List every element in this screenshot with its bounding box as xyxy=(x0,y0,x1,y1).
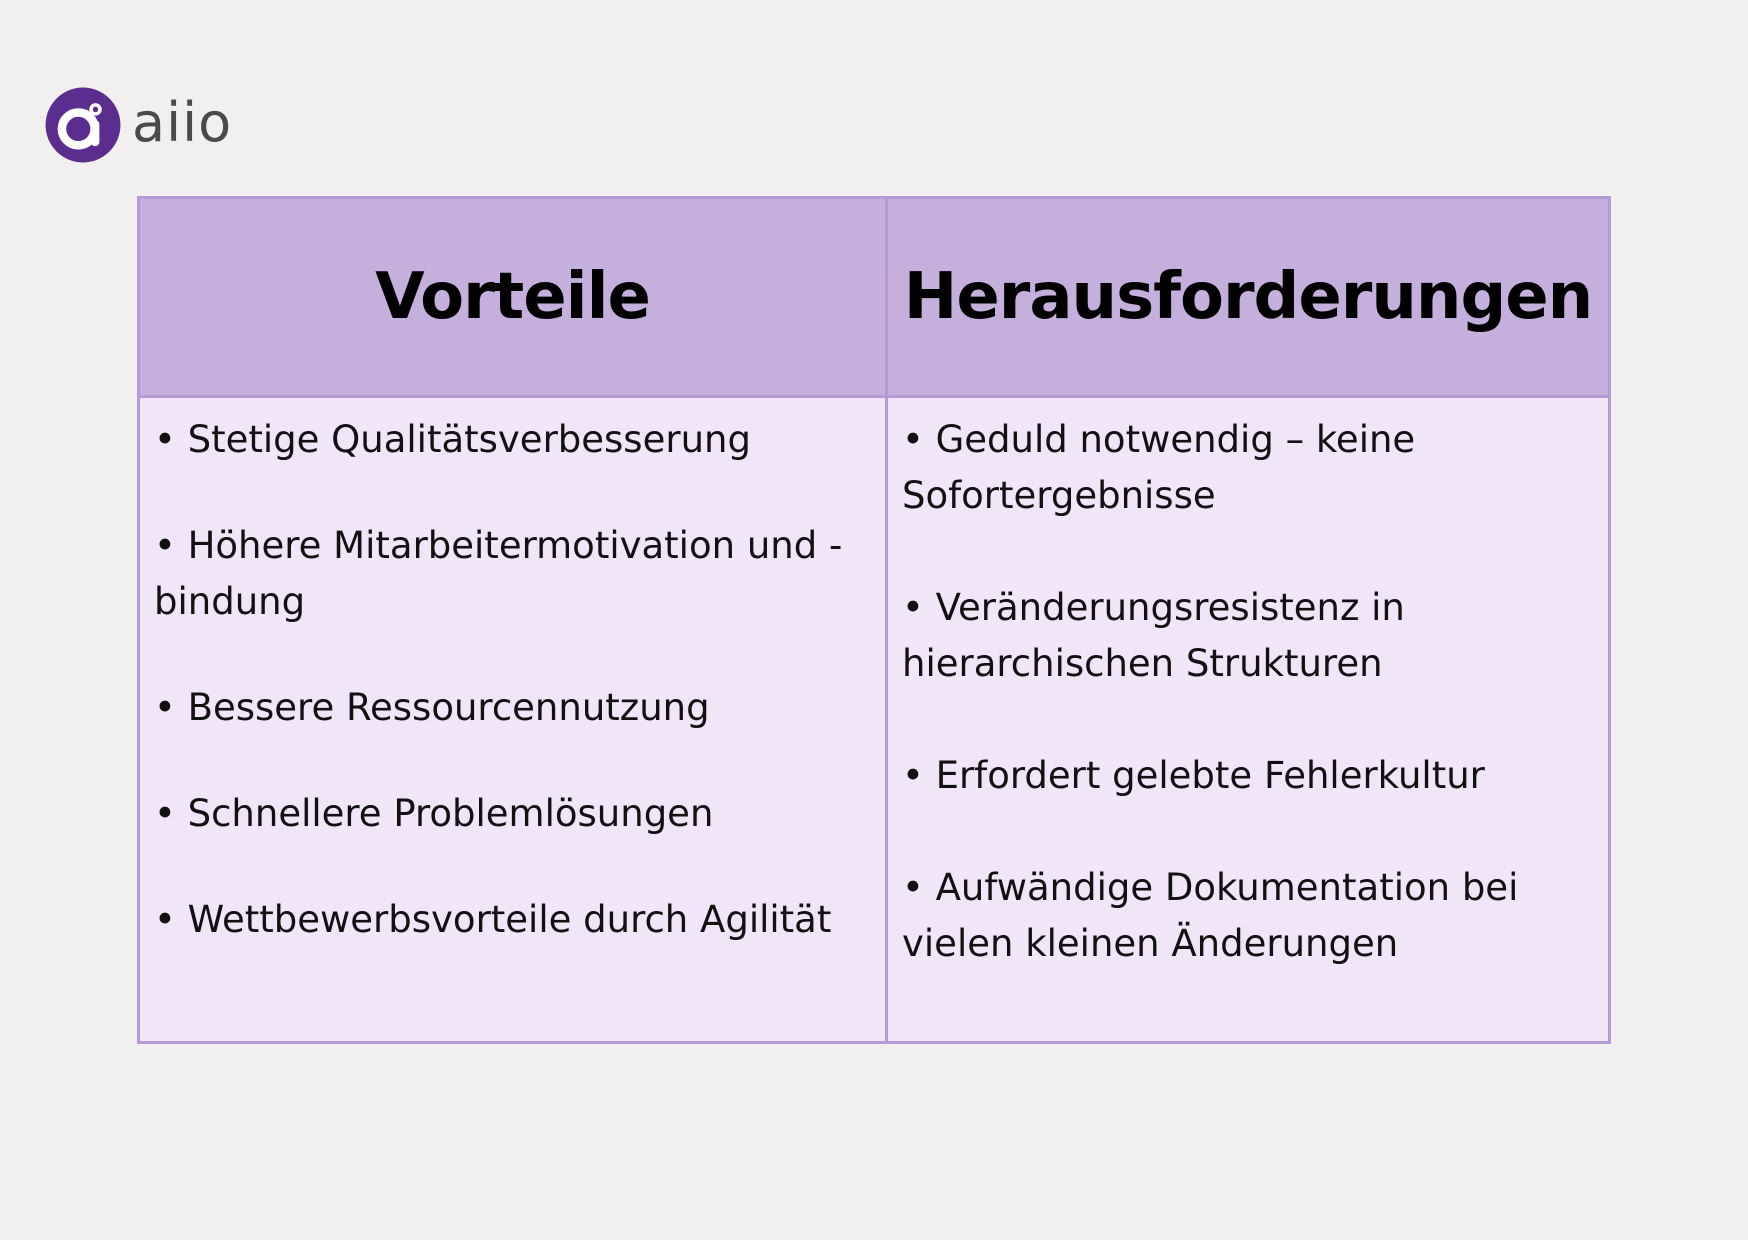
vorteile-list xyxy=(140,398,888,1041)
list-item: • Stetige Qualitätsverbesserung xyxy=(154,418,751,461)
list-item: • Aufwändige Dokumentation bei vielen kleinen Änderungen xyxy=(902,866,1519,965)
list-item: • Geduld notwendig – keine Sofortergebnisse xyxy=(902,418,1416,517)
brand-logo xyxy=(44,84,232,166)
list-item: • Bessere Ressourcennutzung xyxy=(154,686,710,729)
list-item: • Veränderungsresistenz in hierarchischen Strukturen xyxy=(902,586,1405,685)
list-item: • Erfordert gelebte Fehlerkultur xyxy=(902,754,1485,797)
list-item: • Wettbewerbsvorteile durch Agilität xyxy=(154,898,832,941)
brand-name: aiio xyxy=(132,91,233,154)
list-item: • Höhere Mitarbeitermotivation und -bindung xyxy=(154,524,843,623)
column-header-herausforderungen: Herausforderungen xyxy=(888,199,1608,398)
aiio-logo-icon xyxy=(44,86,122,164)
list-item: • Schnellere Problemlösungen xyxy=(154,792,714,835)
column-header-vorteile: Vorteile xyxy=(140,199,888,398)
herausforderungen-list xyxy=(888,398,1608,1041)
comparison-table xyxy=(137,196,1611,1044)
